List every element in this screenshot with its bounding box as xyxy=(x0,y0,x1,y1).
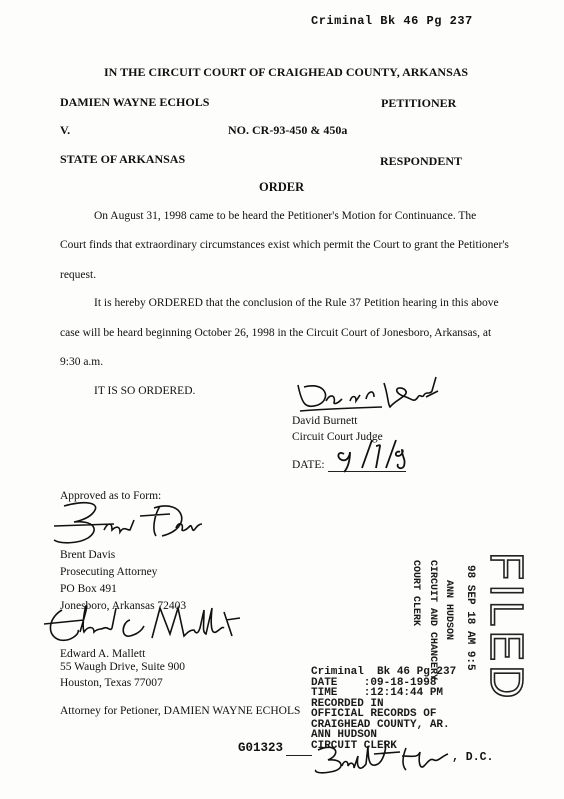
respondent-role: RESPONDENT xyxy=(380,154,463,168)
versus: V. xyxy=(60,123,71,137)
document-title: ORDER xyxy=(259,180,305,194)
defense-signature xyxy=(40,602,250,650)
clerk-signature xyxy=(310,740,460,776)
document-number-underline xyxy=(286,755,312,756)
prosecutor-title: Prosecuting Attorney xyxy=(60,566,158,578)
court-title: IN THE CIRCUIT COURT OF CRAIGHEAD COUNTY, ARKANSAS xyxy=(104,65,469,79)
petitioner-name: DAMIEN WAYNE ECHOLS xyxy=(60,95,210,109)
handwritten-date xyxy=(334,438,414,476)
so-ordered: IT IS SO ORDERED. xyxy=(94,385,196,397)
filed-stamp-clerk-line-1: ANN HUDSON xyxy=(443,580,454,641)
prosecutor-name: Brent Davis xyxy=(60,549,116,561)
prosecutor-signature xyxy=(50,498,210,550)
paragraph-2-line-3: 9:30 a.m. xyxy=(60,356,104,368)
filed-stamp-clerk-line-3: COURT CLERK xyxy=(410,560,421,627)
judge-name: David Burnett xyxy=(292,415,358,427)
defense-name: Edward A. Mallett xyxy=(60,648,146,660)
respondent-name: STATE OF ARKANSAS xyxy=(60,152,186,166)
defense-address-2: Houston, Texas 77007 xyxy=(60,677,163,689)
recording-stamp xyxy=(311,667,456,751)
header-stamp: Criminal Bk 46 Pg 237 xyxy=(311,14,473,28)
recording-stamp-line-4: RECORDED IN xyxy=(311,697,384,710)
dc-label: , D.C. xyxy=(452,751,494,764)
paragraph-1-line-3: request. xyxy=(60,269,97,281)
recording-stamp-line-2: DATE :09-18-1998 xyxy=(311,676,437,689)
recording-stamp-line-3: TIME :12:14:44 PM xyxy=(311,687,444,699)
paragraph-2-line-1: It is hereby ORDERED that the conclusion of the Rule 37 Petition hearing in this above xyxy=(94,297,499,309)
prosecutor-address-1: PO Box 491 xyxy=(60,583,117,595)
approved-label: Approved as to Form: xyxy=(60,490,162,502)
paragraph-1-line-1: On August 31, 1998 came to be heard the Petitioner's Motion for Continuance. The xyxy=(94,210,477,222)
prosecutor-address-2: Jonesboro, Arkansas 72403 xyxy=(60,600,187,612)
judge-title: Circuit Court Judge xyxy=(292,431,383,443)
filed-stamp-datetime: 98 SEP 18 AM 9:5 xyxy=(464,565,476,671)
petitioner-role: PETITIONER xyxy=(381,96,457,110)
defense-address-1: 55 Waugh Drive, Suite 900 xyxy=(60,661,186,673)
paragraph-2-line-2: case will be heard beginning October 26, 1998 in the Circuit Court of Jonesboro, Arkansas, at xyxy=(60,327,492,339)
recording-stamp-line-1: Criminal Bk 46 Pg 237 xyxy=(311,666,457,678)
recording-stamp-line-8: CIRCUIT CLERK xyxy=(311,739,397,752)
date-label: DATE: xyxy=(292,459,325,471)
paragraph-1-line-2: Court finds that extraordinary circumstances exist which permit the Court to grant the Petitioner's xyxy=(60,239,509,251)
recording-stamp-line-6: CRAIGHEAD COUNTY, AR. xyxy=(311,718,450,731)
filed-stamp-word: FILED xyxy=(481,552,533,703)
recording-stamp-line-7: ANN HUDSON xyxy=(311,729,378,741)
filed-stamp-clerk-line-2: CIRCUIT AND CHANCERY xyxy=(427,560,438,681)
document-number: G01323 xyxy=(238,741,284,755)
case-number: NO. CR-93-450 & 450a xyxy=(228,123,348,137)
defense-role: Attorney for Petioner, DAMIEN WAYNE ECHOLS xyxy=(60,705,301,717)
recording-stamp-line-5: OFFICIAL RECORDS OF xyxy=(311,708,437,720)
judge-signature xyxy=(292,375,452,415)
